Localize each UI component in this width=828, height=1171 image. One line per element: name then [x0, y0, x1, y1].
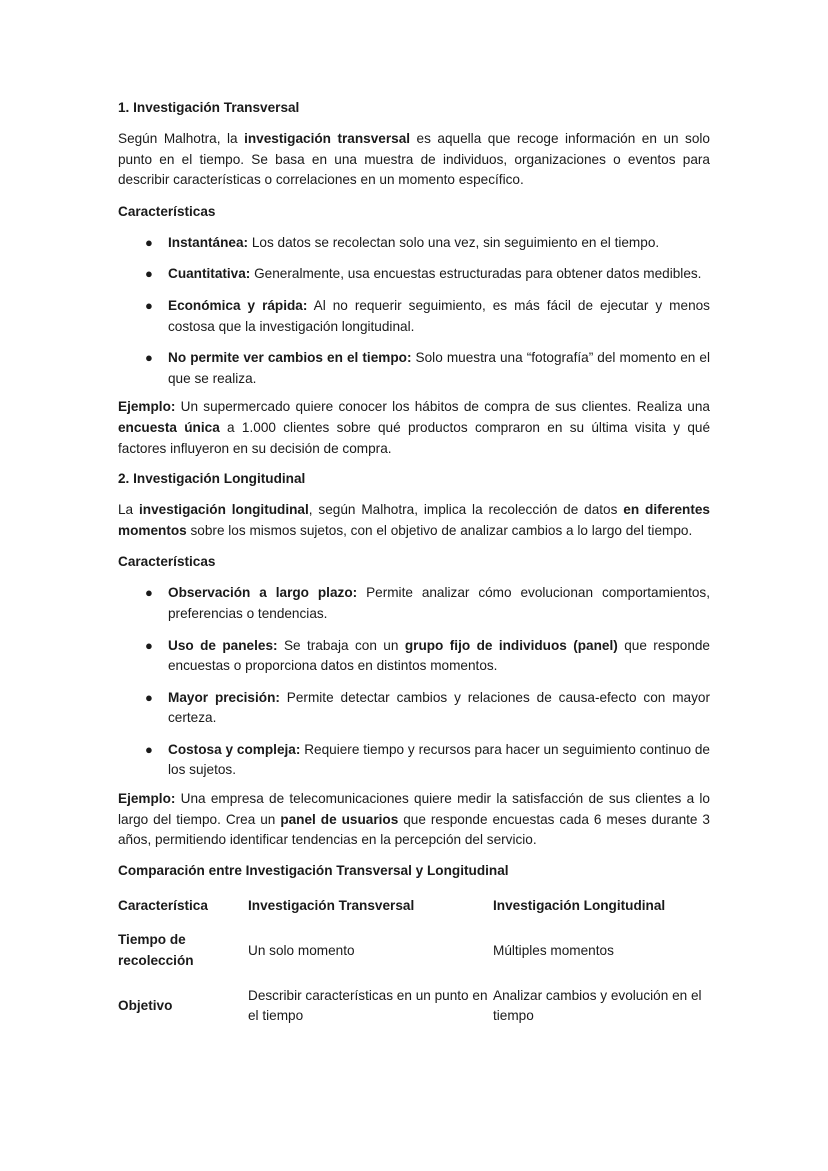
table-row: [118, 930, 710, 971]
table-row: [118, 986, 710, 1027]
bullet-icon: ●: [145, 297, 153, 313]
section-heading-longitudinal: 2. Investigación Longitudinal: [118, 471, 306, 487]
subheading-features-transversal: Características: [118, 203, 216, 219]
feature-list-longitudinal: [118, 583, 710, 781]
table-cell: Analizar cambios y evolución en el tiempo: [493, 987, 702, 1024]
list-item: ● Observación a largo plazo: Permite analizar cómo evolucionan comportamientos, preferencias o tendencias.: [145, 585, 710, 621]
list-item: ● Cuantitativa: Generalmente, usa encuestas estructuradas para obtener datos medibles.: [118, 264, 710, 285]
bullet-icon: ●: [145, 350, 153, 366]
list-item: ● No permite ver cambios en el tiempo: Solo muestra una “fotografía” del momento en el que se realiza.: [145, 350, 711, 386]
list-item: ● Costosa y compleja: Requiere tiempo y recursos para hacer un seguimiento continuo de los sujetos.: [145, 741, 710, 778]
bullet-icon: ●: [145, 637, 153, 653]
column-header: Investigación Transversal: [248, 897, 415, 913]
table-cell: Múltiples momentos: [493, 942, 614, 958]
paragraph-longitudinal-intro: La investigación longitudinal, según Malhotra, implica la recolección de datos en diferentes momentos sobre los mismos sujetos, con el objetivo de analizar cambios a lo largo del tiempo.: [118, 502, 710, 538]
table-cell: Un solo momento: [248, 942, 355, 958]
table-cell: Objetivo: [118, 997, 173, 1013]
table-header-row: [118, 896, 710, 917]
list-item: ● Mayor precisión: Permite detectar cambios y relaciones de causa-efecto con mayor certeza.: [145, 689, 710, 726]
bullet-icon: ●: [145, 266, 153, 282]
comparison-heading: Comparación entre Investigación Transversal y Longitudinal: [118, 862, 509, 878]
bullet-icon: ●: [145, 585, 153, 601]
table-cell: Tiempo de recolección: [118, 932, 194, 969]
document-page: [118, 98, 710, 1027]
list-item: ● Económica y rápida: Al no requerir seguimiento, es más fácil de ejecutar y menos costosa que la investigación longitudinal.: [145, 297, 710, 334]
section-heading-transversal: 1. Investigación Transversal: [118, 100, 300, 115]
paragraph-example-transversal: Ejemplo: Un supermercado quiere conocer los hábitos de compra de sus clientes. Realiza una encuesta única a 1.000 clientes sobre qué productos compraron en su última visita y qué factores influyeron en su decisión de compra.: [118, 399, 710, 456]
paragraph-transversal-intro: Según Malhotra, la investigación transversal es aquella que recoge información en un solo punto en el tiempo. Se basa en una muestra de individuos, organizaciones o eventos para describir características o correlaciones en un momento específico.: [118, 131, 710, 188]
feature-list-transversal: [118, 233, 710, 390]
list-item: ● Uso de paneles: Se trabaja con un grupo fijo de individuos (panel) que responde encuestas o proporciona datos en distintos momentos.: [145, 637, 710, 674]
column-header: Característica: [118, 897, 208, 913]
paragraph-example-longitudinal: Ejemplo: Una empresa de telecomunicaciones quiere medir la satisfacción de sus clientes a lo largo del tiempo. Crea un panel de usuarios que responde encuestas cada 6 meses durante 3 años, permitiendo identificar tendencias en la percepción del servicio.: [118, 791, 710, 848]
subheading-features-longitudinal: Características: [118, 554, 216, 570]
bullet-icon: ●: [145, 741, 153, 757]
list-item: ● Instantánea: Los datos se recolectan solo una vez, sin seguimiento en el tiempo.: [118, 233, 710, 254]
table-cell: Describir características en un punto en el tiempo: [248, 987, 488, 1024]
bullet-icon: ●: [145, 689, 153, 705]
column-header: Investigación Longitudinal: [493, 897, 666, 913]
comparison-table: [118, 896, 710, 1027]
bullet-icon: ●: [145, 234, 153, 250]
